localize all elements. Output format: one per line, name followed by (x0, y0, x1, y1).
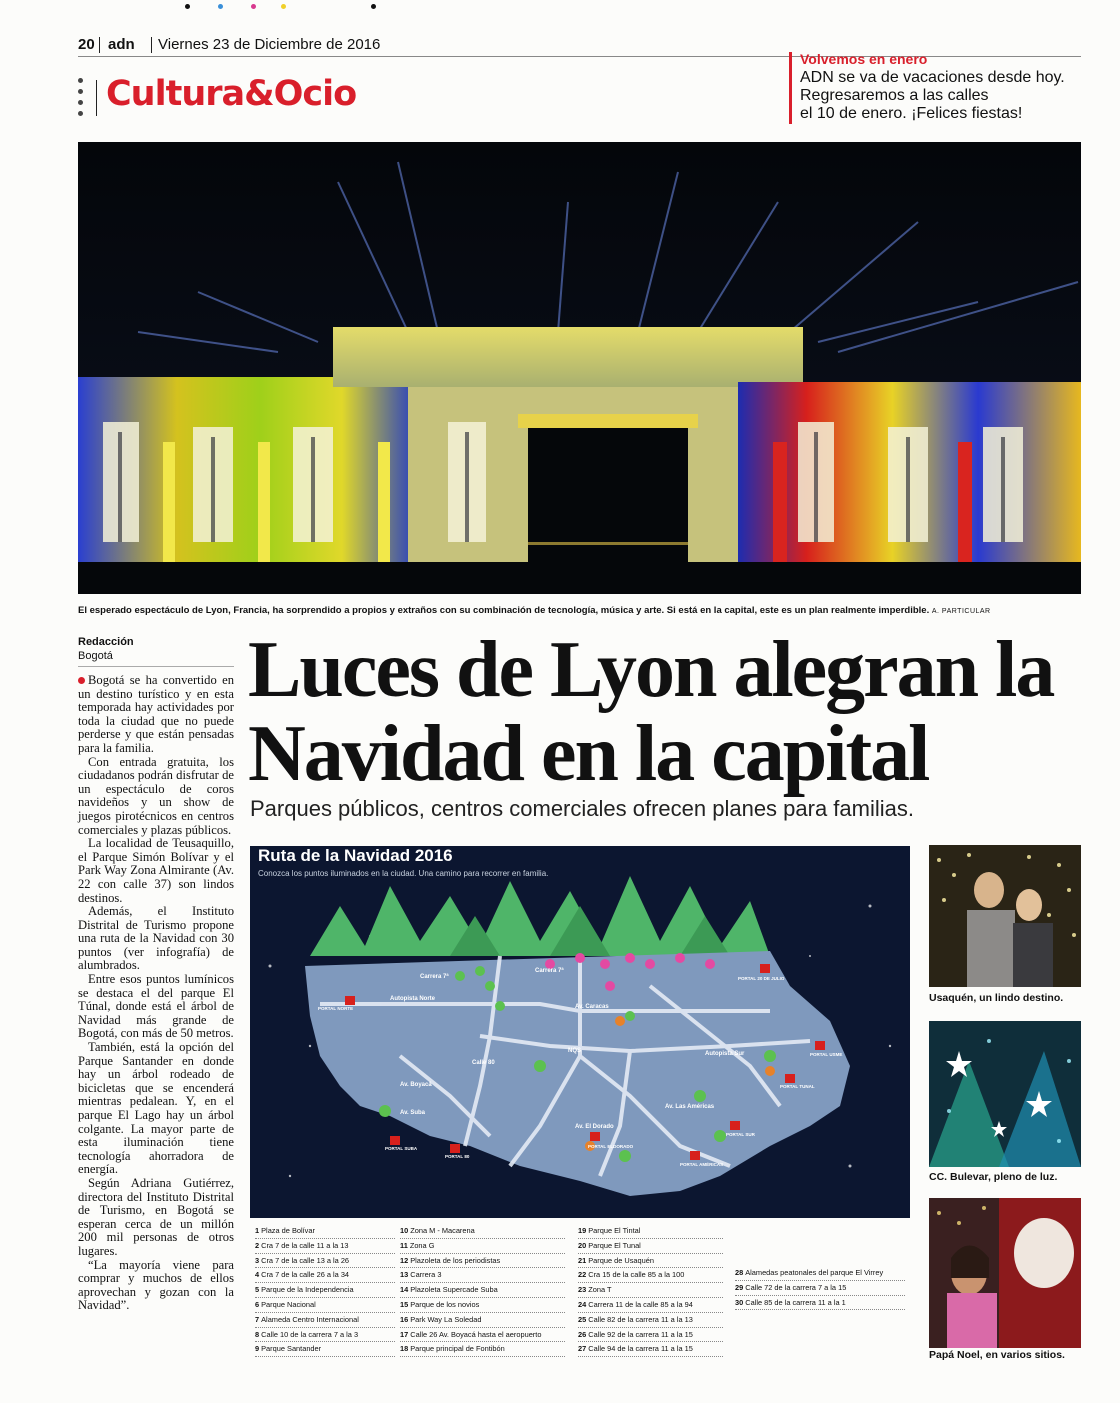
map-label: PORTAL SUBA (385, 1146, 418, 1151)
illuminated-building-image (78, 142, 1081, 594)
mall-lights-image (929, 1021, 1081, 1167)
map-label: PORTAL AMÉRICAS (680, 1162, 724, 1167)
legend-item: 26 Calle 92 de la carrera 11 a la 15 (578, 1328, 723, 1343)
legend-item: 24 Carrera 11 de la calle 85 a la 94 (578, 1298, 723, 1313)
header-divider (151, 37, 152, 53)
legend-column (735, 1266, 905, 1310)
legend-item: 6 Parque Nacional (255, 1298, 395, 1313)
map-label: PORTAL USME (810, 1052, 843, 1057)
legend-item: 30 Calle 85 de la carrera 11 a la 1 (735, 1296, 905, 1311)
header-rule (78, 56, 1081, 57)
legend-item: 16 Park Way La Soledad (400, 1313, 565, 1328)
legend-item: 19 Parque El Tintal (578, 1224, 723, 1239)
map-subtitle: Conozca los puntos iluminados en la ciudad. Una camino para recorrer en familia. (258, 869, 549, 878)
article-headline: Luces de Lyon alegran la Navidad en la capital (248, 626, 1054, 798)
photo-credit: A. PARTICULAR (931, 608, 991, 615)
photo-caption (78, 605, 1081, 616)
map-label: PORTAL TUNAL (780, 1084, 815, 1089)
byline-rule (78, 666, 234, 667)
notice-line: Regresaremos a las calles (800, 87, 989, 104)
side-photo-caption: Papá Noel, en varios sitios. (929, 1349, 1065, 1361)
lyon-lights-photo (78, 142, 1081, 594)
article-paragraph: Entre esos puntos lumínicos se destaca el del parque El Túnal, donde está el árbol de Navidad más grande de Bogotá, con más de 50 metros. (78, 972, 234, 1041)
legend-item: 12 Plazoleta de los periodistas (400, 1254, 565, 1269)
map-label: PORTAL NORTE (318, 1006, 354, 1011)
map-label: Carrera 7ª (420, 974, 449, 980)
side-photo-caption: Usaquén, un lindo destino. (929, 992, 1064, 1004)
people-lights-image (929, 845, 1081, 987)
article-paragraph: También, está la opción del Parque Santander en donde hay un árbol rodeado de bicicletas que se encenderá mientras pedalean. Y, en el parque El Lago hay un árbol colgante. La mayor parte de esta iluminación tiene tecnología ahorradora de energía. (78, 1040, 234, 1177)
legend-item: 22 Cra 15 de la calle 85 a la 100 (578, 1268, 723, 1283)
section-dots-icon (78, 78, 84, 120)
map-label: Autopista Norte (390, 996, 435, 1002)
issue-date: Viernes 23 de Diciembre de 2016 (158, 36, 381, 53)
legend-item: 27 Calle 94 de la carrera 11 a la 15 (578, 1342, 723, 1357)
usaquen-photo (929, 845, 1081, 987)
legend-item: 21 Parque de Usaquén (578, 1254, 723, 1269)
papa-noel-photo (929, 1198, 1081, 1348)
legend-item: 28 Alamedas peatonales del parque El Virrey (735, 1266, 905, 1281)
map-label: Autopista Sur (705, 1051, 745, 1057)
byline-author: Redacción (78, 636, 134, 648)
bullet-icon (78, 677, 85, 684)
printer-marks (185, 4, 385, 12)
legend-item: 8 Calle 10 de la carrera 7 a la 3 (255, 1328, 395, 1343)
legend-item: 15 Parque de los novios (400, 1298, 565, 1313)
byline-location: Bogotá (78, 650, 113, 662)
caption-text: El esperado espectáculo de Lyon, Francia, ha sorprendido a propios y extraños con su combinación de tecnología, música y arte. Si está en la capital, este es un plan realmente imperdible. (78, 605, 930, 616)
section-divider (96, 80, 97, 116)
map-label: Av. Las Américas (665, 1104, 715, 1110)
notice-title: Volvemos en enero (800, 51, 928, 67)
legend-item: 4 Cra 7 de la calle 26 a la 34 (255, 1268, 395, 1283)
article-paragraph: Además, el Instituto Distrital de Turismo propone una ruta de la Navidad con 30 puntos (ver infografía) de alumbrados. (78, 904, 234, 973)
notice-line: ADN se va de vacaciones desde hoy. (800, 69, 1065, 86)
map-labels (250, 846, 910, 1218)
map-label: Av. Boyacá (400, 1082, 432, 1088)
article-paragraph: Bogotá se ha convertido en un destino turístico y en esta temporada hay actividades por toda la ciudad que no puede perderse y que están pensadas para la familia. (78, 673, 234, 755)
legend-item: 13 Carrera 3 (400, 1268, 565, 1283)
map-label: Carrera 7ª (535, 968, 564, 974)
article-paragraph: “La mayoría viene para comprar y muchos de ellos aprovechan y gozan con la Navidad”. (78, 1257, 234, 1313)
legend-item: 25 Calle 82 de la carrera 11 a la 13 (578, 1313, 723, 1328)
article-subhead: Parques públicos, centros comerciales ofrecen planes para familias. (250, 796, 914, 821)
legend-item: 9 Parque Santander (255, 1342, 395, 1357)
legend-column (578, 1224, 723, 1357)
side-photo-caption: CC. Bulevar, pleno de luz. (929, 1171, 1058, 1183)
notice-text (800, 69, 1090, 123)
bulevar-photo (929, 1021, 1081, 1167)
map-label: PORTAL 20 DE JULIO (738, 976, 785, 981)
legend-column (400, 1224, 565, 1357)
header-divider (99, 37, 100, 53)
article-body (78, 674, 234, 1313)
article-paragraph: La localidad de Teusaquillo, el Parque Simón Bolívar y el Park Way Zona Almirante (Av. 22 con calle 37) son lindos destinos. (78, 836, 234, 905)
notice-accent-bar (789, 52, 792, 124)
map-label: Av. El Dorado (575, 1124, 614, 1130)
legend-item: 17 Calle 26 Av. Boyacá hasta el aeropuerto (400, 1328, 565, 1343)
map-label: NQS (568, 1048, 582, 1054)
route-legend (255, 1224, 910, 1354)
map-label: Calle 80 (472, 1060, 495, 1066)
brand-logo: adn (108, 36, 135, 53)
map-label: Av. Caracas (575, 1004, 609, 1010)
map-title: Ruta de la Navidad 2016 (258, 846, 453, 865)
legend-item: 3 Cra 7 de la calle 13 a la 26 (255, 1254, 395, 1269)
legend-item: 5 Parque de la Independencia (255, 1283, 395, 1298)
legend-item: 29 Calle 72 de la carrera 7 a la 15 (735, 1281, 905, 1296)
legend-item: 2 Cra 7 de la calle 11 a la 13 (255, 1239, 395, 1254)
notice-line: el 10 de enero. ¡Felices fiestas! (800, 105, 1023, 122)
legend-item: 1 Plaza de Bolívar (255, 1224, 395, 1239)
map-label: Av. Suba (400, 1110, 426, 1116)
legend-item: 20 Parque El Tunal (578, 1239, 723, 1254)
legend-item: 18 Parque principal de Fontibón (400, 1342, 565, 1357)
legend-column (255, 1224, 395, 1357)
legend-item: 10 Zona M - Macarena (400, 1224, 565, 1239)
legend-item: 23 Zona T (578, 1283, 723, 1298)
map-label: PORTAL ELDORADO (588, 1144, 634, 1149)
legend-item: 14 Plazoleta Supercade Suba (400, 1283, 565, 1298)
map-label: PORTAL SUR (726, 1132, 755, 1137)
legend-item: 7 Alameda Centro Internacional (255, 1313, 395, 1328)
map-label: PORTAL 80 (445, 1154, 470, 1159)
page-number: 20 (78, 36, 95, 53)
legend-item: 11 Zona G (400, 1239, 565, 1254)
santa-child-image (929, 1198, 1081, 1348)
article-paragraph: Con entrada gratuita, los ciudadanos podrán disfrutar de un espectáculo de coros navideños y un show de juegos pirotécnicos en centros comerciales y plazas públicos. (78, 754, 234, 837)
section-title: Cultura&Ocio (106, 74, 357, 114)
article-paragraph: Según Adriana Gutiérrez, directora del Instituto Distrital de Turismo, en Bogotá se esperan cerca de un millón 200 mil personas de otros lugares. (78, 1175, 234, 1258)
